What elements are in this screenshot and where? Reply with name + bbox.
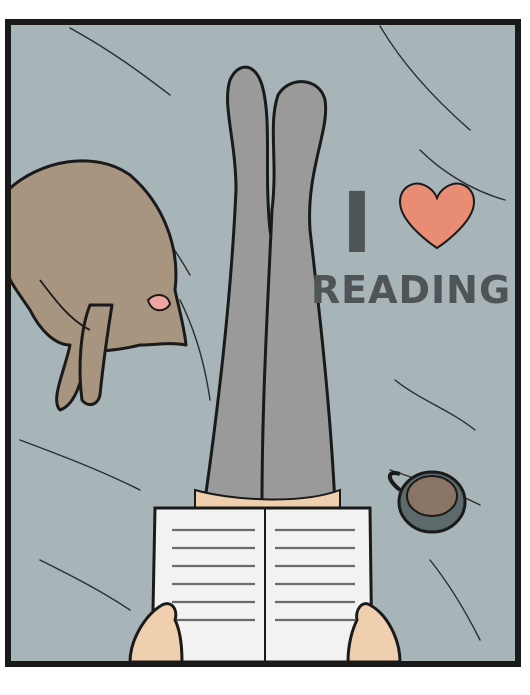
title-word-reading: READING (310, 268, 512, 312)
cat-ear-pink (148, 295, 170, 310)
title-letter-i: I (341, 174, 373, 272)
open-book (152, 508, 372, 662)
